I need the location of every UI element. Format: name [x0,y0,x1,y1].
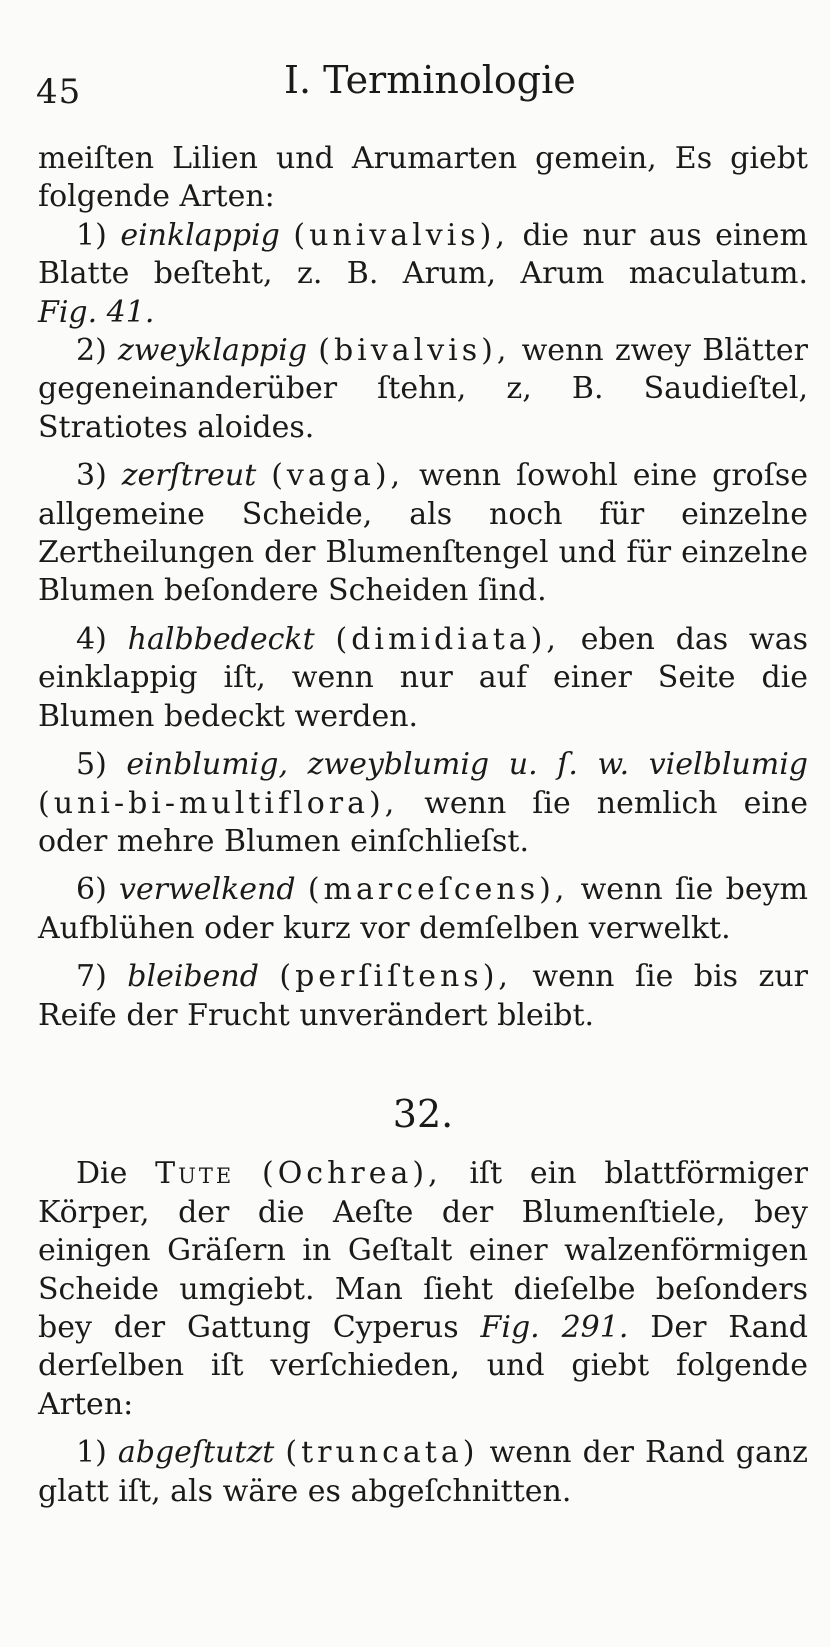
latin-term: (Ochrea), [261,1156,442,1192]
latin-term: (bivalvis), [318,333,511,369]
list-item: 1) abgeſtutzt (truncata) wenn der Rand ganz glatt iſt, als wäre es abgeſchnitten. [38,1435,808,1509]
page-number: 45 [36,72,82,112]
latin-term: (marceſcens), [307,872,569,908]
figure-ref: Fig. 291. [480,1309,629,1345]
figure-ref: Fig. 41. [38,294,155,330]
intro-paragraph: meiſten Lilien und Arumarten gemein, Es giebt folgende Arten: [38,141,808,215]
latin-term: (univalvis), [293,217,509,253]
term: einblumig, zweyblumig u. ſ. w. vielblumig [126,747,808,783]
term: bleibend [127,959,259,995]
section-paragraph: Die Tute (Ochrea), iſt ein blattförmiger Körper, der die Aeſte der Blumenſtiele, bey einigen Gräſern in Geſtalt einer walzenförmigen Scheide umgiebt. Man ſieht dieſelbe beſonders bey der Gattung Cyperus Fig. 291. Der Rand derſelben iſt verſchieden, und giebt folgende Arten: [38,1156,808,1422]
running-title: I. Terminologie [284,58,576,102]
term: verwelkend [119,872,296,908]
term: zweyklappig [118,333,308,369]
latin-term: (truncata) [285,1435,479,1471]
running-header [36,58,796,114]
latin-term: (dimidiata), [335,621,560,657]
latin-term: (vaga), [271,458,405,494]
section-term: Tute [155,1156,235,1192]
latin-term: (uni-bi-multiflora), [38,785,399,821]
list-item: 3) zerſtreut (vaga), wenn ſowohl eine groſse allgemeine Scheide, als noch für einzelne Zertheilungen der Blumenſtengel und für einzelne Blumen beſondere Scheiden ſind. [38,458,808,609]
page-body [38,140,808,1511]
list-item: 7) bleibend (perſiſtens), wenn ſie bis zur Reife der Frucht unverändert bleibt. [38,959,808,1033]
list-item: 1) einklappig (univalvis), die nur aus einem Blatte beſteht, z. B. Arum, Arum maculatum. [38,217,808,292]
section-number: 32. [392,1091,454,1136]
list-item: 4) halbbedeckt (dimidiata), eben das was einklappig iſt, wenn nur auf einer Seite die Blumen bedeckt werden. [38,621,808,734]
term: halbbedeckt [127,621,315,657]
term: abgeſtutzt [117,1435,275,1471]
list-item: 2) zweyklappig (bivalvis), wenn zwey Blätter gegeneinanderüber ſtehn, z, B. Saudieſtel, Stratiotes aloides. [38,333,808,445]
term: zerſtreut [121,458,257,494]
list-item: 6) verwelkend (marceſcens), wenn ſie beym Aufblühen oder kurz vor demſelben verwelkt. [38,872,808,946]
list-item: 5) einblumig, zweyblumig u. ſ. w. vielblumig (uni-bi-multiflora), wenn ſie nemlich eine oder mehre Blumen einſchlieſst. [38,747,808,859]
term: einklappig [120,217,280,253]
latin-term: (perſiſtens), [279,959,512,995]
